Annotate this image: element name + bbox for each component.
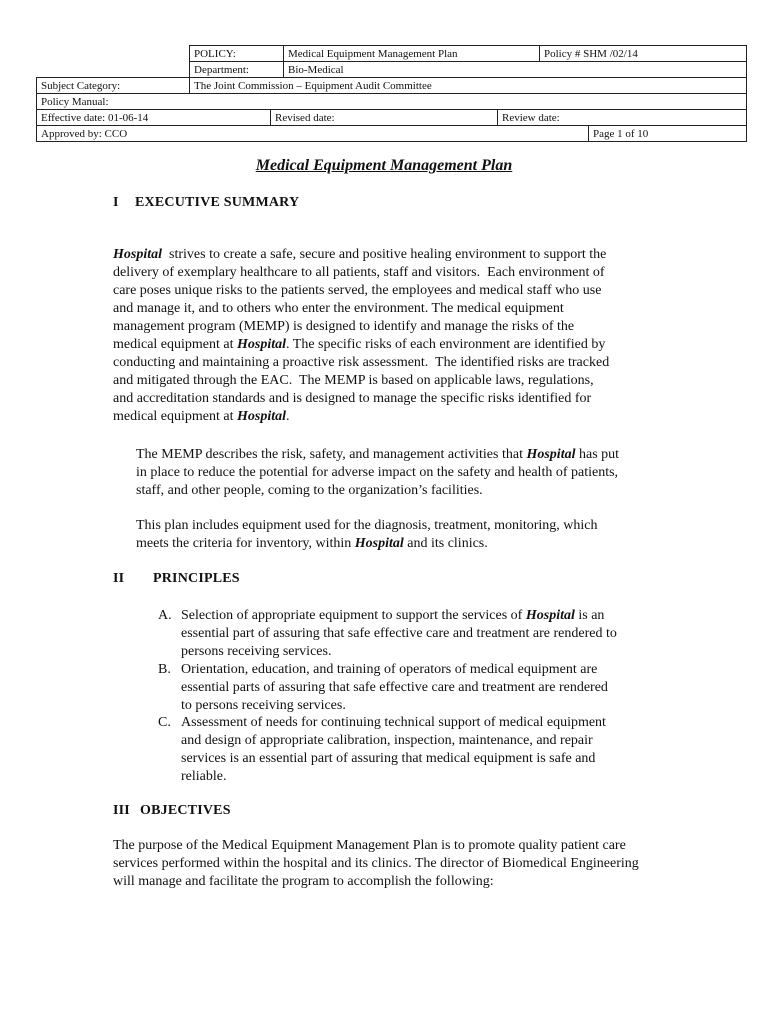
hospital-name: Hospital	[237, 409, 287, 424]
text-line	[113, 408, 633, 426]
line-text: medical equipment at	[113, 337, 238, 352]
text-line	[181, 750, 656, 768]
section-title: EXECUTIVE SUMMARY	[135, 195, 300, 210]
revised-date: Revised date:	[271, 110, 498, 125]
text-line	[113, 873, 656, 891]
line-text: Orientation, education, and training of operators of medical equipment are	[181, 662, 598, 677]
header-row-manual	[37, 94, 747, 110]
principle-item-b	[158, 661, 656, 715]
line-text: strives to create a safe, secure and positive healing environment to support the	[162, 247, 607, 262]
text-line	[113, 390, 633, 408]
list-marker: A.	[158, 608, 172, 623]
hospital-name: Hospital	[237, 337, 287, 352]
line-text: staff, and other people, coming to the organization’s facilities.	[136, 483, 483, 498]
review-date: Review date:	[498, 110, 747, 125]
text-line	[136, 517, 656, 535]
approved-by: Approved by: CCO	[37, 126, 589, 141]
text-line	[113, 837, 656, 855]
principle-text	[181, 661, 656, 715]
line-text: Assessment of needs for continuing technical support of medical equipment	[181, 715, 606, 730]
header-row-dates	[37, 110, 747, 126]
line-text: This plan includes equipment used for the diagnosis, treatment, monitoring, which	[136, 518, 598, 533]
text-line	[181, 732, 656, 750]
section-title: OBJECTIVES	[140, 803, 231, 818]
line-text: services performed within the hospital and its clinics. The director of Biomedical Engineering	[113, 856, 639, 871]
policy-header-table	[189, 45, 747, 78]
text-line	[136, 535, 656, 553]
objectives-paragraph	[113, 837, 656, 891]
line-text: Selection of appropriate equipment to support the services of	[181, 608, 526, 623]
principle-text	[181, 607, 656, 661]
section-number: III	[113, 803, 130, 818]
line-text: persons receiving services.	[181, 644, 332, 659]
plan-scope-paragraph	[136, 517, 656, 553]
line-text: The purpose of the Medical Equipment Management Plan is to promote quality patient care	[113, 838, 626, 853]
text-line	[136, 464, 656, 482]
memp-description-paragraph	[136, 446, 656, 500]
line-text: and mitigated through the EAC. The MEMP is based on applicable laws, regulations,	[113, 373, 594, 388]
page-info: Page 1 of 10	[589, 126, 747, 141]
text-line	[181, 697, 656, 715]
section-number: II	[113, 571, 125, 586]
document-title: Medical Equipment Management Plan	[255, 157, 513, 174]
header-row-policy	[190, 46, 747, 62]
line-text: will manage and facilitate the program to accomplish the following:	[113, 874, 494, 889]
principle-item-a	[158, 607, 656, 661]
department-label: Department:	[190, 62, 284, 77]
header-row-subject	[37, 78, 747, 94]
line-text: has put	[575, 447, 620, 462]
section-heading-objectives	[113, 803, 231, 819]
section-title: PRINCIPLES	[153, 571, 240, 586]
text-line	[113, 855, 656, 873]
executive-summary-paragraph	[113, 246, 633, 426]
policy-number: Policy # SHM /02/14	[540, 46, 747, 61]
subject-value: The Joint Commission – Equipment Audit Committee	[190, 78, 747, 93]
list-marker: B.	[158, 662, 171, 677]
line-text: to persons receiving services.	[181, 698, 346, 713]
line-text: .	[286, 409, 290, 424]
header-row-approval	[37, 126, 747, 142]
line-text: care poses unique risks to the patients served, the employees and medical staff who use	[113, 283, 602, 298]
policy-name: Medical Equipment Management Plan	[284, 46, 540, 61]
section-heading-executive-summary	[113, 195, 299, 211]
text-line	[113, 354, 633, 372]
text-line	[136, 446, 656, 464]
policy-label: POLICY:	[190, 46, 284, 61]
hospital-name: Hospital	[113, 247, 163, 262]
line-text: . The specific risks of each environment are identified by	[286, 337, 606, 352]
list-marker: C.	[158, 715, 171, 730]
header-row-department	[190, 62, 747, 78]
text-line	[181, 679, 656, 697]
hospital-name: Hospital	[525, 608, 575, 623]
hospital-name: Hospital	[354, 536, 404, 551]
department-value: Bio-Medical	[284, 62, 747, 77]
text-line	[113, 264, 633, 282]
line-text: and manage it, and to others who enter the environment. The medical equipment	[113, 301, 564, 316]
text-line	[181, 768, 656, 786]
text-line	[181, 714, 656, 732]
line-text: medical equipment at	[113, 409, 238, 424]
line-text: and its clinics.	[403, 536, 488, 551]
section-heading-principles	[113, 571, 240, 587]
hospital-name: Hospital	[526, 447, 576, 462]
line-text: services is an essential part of assuring that medical equipment is safe and	[181, 751, 596, 766]
manual-label: Policy Manual:	[37, 94, 747, 109]
line-text: and design of appropriate calibration, inspection, maintenance, and repair	[181, 733, 593, 748]
text-line	[113, 318, 633, 336]
text-line	[113, 336, 633, 354]
line-text: meets the criteria for inventory, within	[136, 536, 355, 551]
line-text: management program (MEMP) is designed to identify and manage the risks of the	[113, 319, 575, 334]
effective-date: Effective date: 01-06-14	[37, 110, 271, 125]
line-text: in place to reduce the potential for adverse impact on the safety and health of patients,	[136, 465, 619, 480]
section-number: I	[113, 195, 119, 210]
line-text: and accreditation standards and is designed to manage the specific risks identified for	[113, 391, 592, 406]
subject-label: Subject Category:	[37, 78, 190, 93]
text-line	[113, 372, 633, 390]
line-text: essential part of assuring that safe effective care and treatment are rendered to	[181, 626, 617, 641]
text-line	[113, 282, 633, 300]
line-text: is an	[574, 608, 605, 623]
line-text: reliable.	[181, 769, 227, 784]
principle-item-c	[158, 714, 656, 786]
text-line	[136, 482, 656, 500]
principle-text	[181, 714, 656, 786]
text-line	[181, 607, 656, 625]
line-text: conducting and maintaining a proactive risk assessment. The identified risks are tracked	[113, 355, 610, 370]
line-text: delivery of exemplary healthcare to all patients, staff and visitors. Each environment of	[113, 265, 605, 280]
text-line	[181, 625, 656, 643]
text-line	[181, 643, 656, 661]
policy-details-table	[36, 77, 747, 142]
text-line	[113, 300, 633, 318]
line-text: The MEMP describes the risk, safety, and management activities that	[136, 447, 527, 462]
line-text: essential parts of assuring that safe effective care and treatment are rendered	[181, 680, 608, 695]
text-line	[181, 661, 656, 679]
text-line	[113, 246, 633, 264]
